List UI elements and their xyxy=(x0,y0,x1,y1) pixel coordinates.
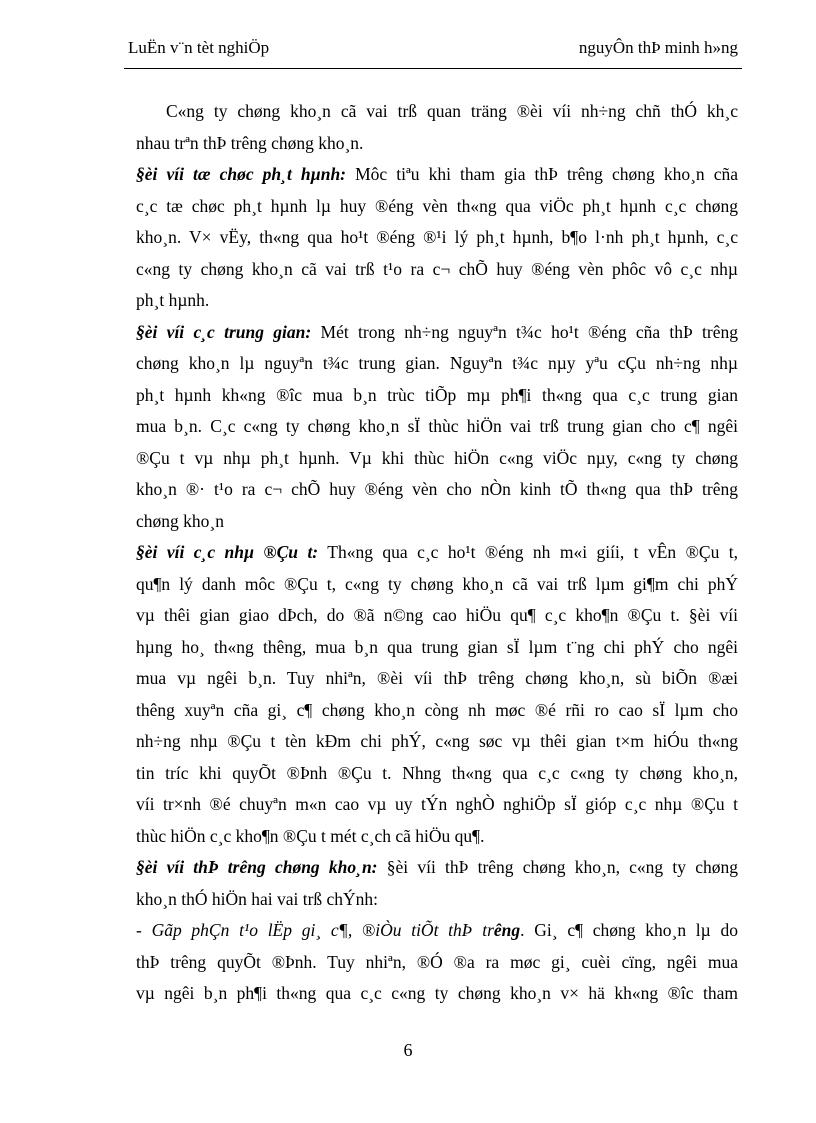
paragraph-investors-line-1: §èi víi c¸c nhµ ®Çu t: Th«ng qua c¸c ho¹t ®éng nh m«i giíi, t vÊn ®Çu t, xyxy=(136,542,738,562)
paragraph-issuers-line-3: kho¸n. V× vËy, th«ng qua ho¹t ®éng ®¹i lý ph¸t hµnh, b¶o l·nh ph¸t hµnh, c¸c xyxy=(136,227,738,247)
paragraph-pricing-line-1: - Gãp phÇn t¹o lËp gi¸ c¶, ®iÒu tiÕt thÞ trêng. Gi¸ c¶ chøng kho¸n lµ do xyxy=(136,920,738,940)
heading-market: §èi víi thÞ trêng chøng kho¸n: xyxy=(136,857,378,877)
paragraph-intermediaries-line-5: ®Çu t vµ nhµ ph¸t hµnh. Vµ khi thùc hiÖn c«ng viÖc nµy, c«ng ty chøng xyxy=(136,447,738,468)
paragraph-market-line-2: kho¸n thÓ hiÖn hai vai trß chÝnh: xyxy=(136,888,379,909)
paragraph-issuers-line-2: c¸c tæ chøc ph¸t hµnh lµ huy ®éng vèn th«ng qua viÖc ph¸t hµnh c¸c chøng xyxy=(136,195,738,216)
heading-investors: §èi víi c¸c nhµ ®Çu t: xyxy=(136,542,319,562)
paragraph-market-line-1: §èi víi thÞ trêng chøng kho¸n: §èi víi thÞ trêng chøng kho¸n, c«ng ty chøng xyxy=(136,857,738,877)
paragraph-intermediaries-line-4: mua b¸n. C¸c c«ng ty chøng kho¸n sÏ thùc hiÖn vai trß trung gian cho c¶ ngêi xyxy=(136,416,738,436)
paragraph-investors-line-2: qu¶n lý danh môc ®Çu t, c«ng ty chøng kho¸n cã vai trß lµm gi¶m chi phÝ xyxy=(136,573,738,594)
header-author-name: nguyÔn thÞ minh h»ng xyxy=(578,38,738,57)
paragraph-intro-line-1: C«ng ty chøng kho¸n cã vai trß quan träng ®èi víi nh÷ng chñ thÓ kh¸c xyxy=(166,101,738,121)
paragraph-intermediaries-line-7: chøng kho¸n xyxy=(136,510,224,531)
paragraph-pricing-line-3: vµ ngêi b¸n ph¶i th«ng qua c¸c c«ng ty chøng kho¸n v× hä kh«ng ®îc tham xyxy=(136,983,738,1003)
heading-pricing: - Gãp phÇn t¹o lËp gi¸ c¶, ®iÒu tiÕt thÞ tr xyxy=(136,920,494,940)
header-thesis-title: LuËn v¨n tèt nghiÖp xyxy=(128,38,270,57)
paragraph-investors-line-7: nh÷ng nhµ ®Çu t tèn kÐm chi phÝ, c«ng søc vµ thêi gian t×m hiÓu th«ng xyxy=(136,731,738,751)
paragraph-intermediaries-line-1: §èi víi c¸c trung gian: Mét trong nh÷ng nguyªn t¾c ho¹t ®éng cña thÞ trêng xyxy=(136,321,739,342)
body-text xyxy=(136,96,738,1010)
paragraph-intro-line-2: nhau trªn thÞ trêng chøng kho¸n. xyxy=(136,132,364,153)
paragraph-issuers-line-5: ph¸t hµnh. xyxy=(136,290,210,310)
paragraph-pricing-line-2: thÞ trêng quyÕt ®Þnh. Tuy nhiªn, ®Ó ®a ra møc gi¸ cuèi cïng, ngêi mua xyxy=(136,951,738,972)
paragraph-investors-line-5: mua vµ ngêi b¸n. Tuy nhiªn, ®èi víi thÞ trêng chøng kho¸n, sù biÕn ®æi xyxy=(136,668,738,688)
paragraph-investors-line-6: thêng xuyªn cña gi¸ c¶ chøng kho¸n còng nh møc ®é rñi ro cao sÏ lµm cho xyxy=(136,699,738,720)
page-header xyxy=(124,38,742,69)
paragraph-investors-line-9: víi tr×nh ®é chuyªn m«n cao vµ uy tÝn nghÒ nghiÖp sÏ gióp c¸c nhµ ®Çu t xyxy=(136,794,738,814)
page-number: 6 xyxy=(403,1040,413,1060)
paragraph-investors-line-8: tin tríc khi quyÕt ®Þnh ®Çu t. Nhng th«ng qua c¸c c«ng ty chøng kho¸n, xyxy=(136,762,738,783)
heading-issuers: §èi víi tæ chøc ph¸t hµnh: xyxy=(136,164,347,184)
paragraph-intermediaries-line-3: ph¸t hµnh kh«ng ®îc mua b¸n trùc tiÕp mµ ph¶i th«ng qua c¸c trung gian xyxy=(136,384,738,405)
paragraph-investors-line-3: vµ thêi gian giao dÞch, do ®ã n©ng cao hiÖu qu¶ c¸c kho¶n ®Çu t. §èi víi xyxy=(136,605,738,625)
paragraph-investors-line-10: thùc hiÖn c¸c kho¶n ®Çu t mét c¸ch cã hiÖu qu¶. xyxy=(136,825,485,846)
paragraph-issuers-line-4: c«ng ty chøng kho¸n cã vai trß t¹o ra c¬ chÕ huy ®éng vèn phôc vô c¸c nhµ xyxy=(136,258,738,279)
paragraph-issuers-line-1: §èi víi tæ chøc ph¸t hµnh: Môc tiªu khi tham gia thÞ trêng chøng kho¸n cña xyxy=(136,164,738,184)
paragraph-intermediaries-line-2: chøng kho¸n lµ nguyªn t¾c trung gian. Nguyªn t¾c nµy yªu cÇu nh÷ng nhµ xyxy=(136,353,738,373)
heading-intermediaries: §èi víi c¸c trung gian: xyxy=(136,321,312,342)
paragraph-investors-line-4: hµng ho¸ th«ng thêng, mua b¸n qua trung gian sÏ lµm t¨ng chi phÝ cho ngêi xyxy=(136,636,738,657)
paragraph-intermediaries-line-6: kho¸n ®· t¹o ra c¬ chÕ huy ®éng vèn cho nÒn kinh tÕ th«ng qua thÞ trêng xyxy=(136,479,738,499)
